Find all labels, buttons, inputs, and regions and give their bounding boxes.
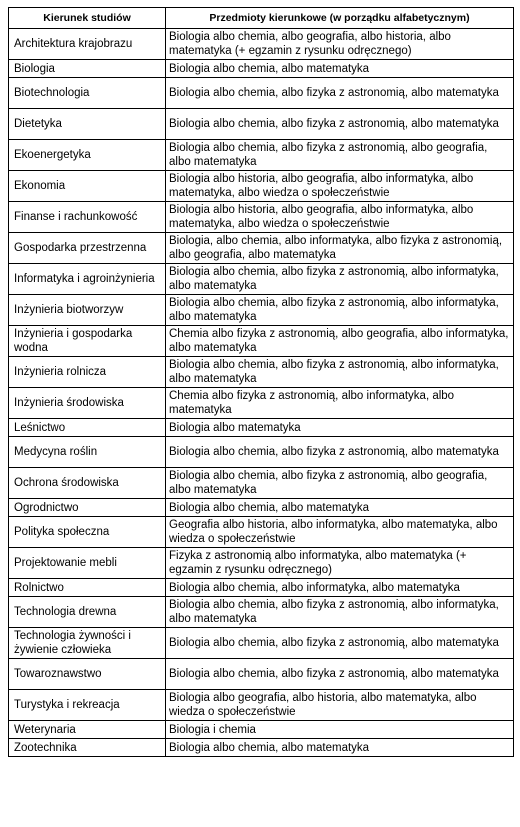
table-row bbox=[9, 202, 514, 233]
table-row bbox=[9, 326, 514, 357]
field-name: Inżynieria i gospodarka wodna bbox=[9, 326, 166, 357]
table-row bbox=[9, 437, 514, 468]
subjects-cell: Biologia albo matematyka bbox=[166, 419, 514, 437]
field-name: Rolnictwo bbox=[9, 579, 166, 597]
subjects-cell: Biologia albo historia, albo geografia, albo informatyka, albo matematyka, albo wiedza o społeczeństwie bbox=[166, 202, 514, 233]
table-row bbox=[9, 721, 514, 739]
subjects-cell: Biologia, albo chemia, albo informatyka, albo fizyka z astronomią, albo geografia, albo matematyka bbox=[166, 233, 514, 264]
table-row bbox=[9, 78, 514, 109]
table-row bbox=[9, 517, 514, 548]
field-name: Ogrodnictwo bbox=[9, 499, 166, 517]
subjects-cell: Biologia albo chemia, albo fizyka z astronomią, albo informatyka, albo matematyka bbox=[166, 597, 514, 628]
table-row bbox=[9, 499, 514, 517]
header-subjects: Przedmioty kierunkowe (w porządku alfabetycznym) bbox=[166, 8, 514, 29]
field-name: Ekoenergetyka bbox=[9, 140, 166, 171]
field-name: Zootechnika bbox=[9, 739, 166, 757]
table-row bbox=[9, 597, 514, 628]
table-row bbox=[9, 419, 514, 437]
header-row bbox=[9, 8, 514, 29]
header-field-of-study: Kierunek studiów bbox=[9, 8, 166, 29]
table-row bbox=[9, 659, 514, 690]
field-name: Biotechnologia bbox=[9, 78, 166, 109]
field-name: Inżynieria środowiska bbox=[9, 388, 166, 419]
table-row bbox=[9, 233, 514, 264]
field-name: Informatyka i agroinżynieria bbox=[9, 264, 166, 295]
table-row bbox=[9, 29, 514, 60]
subjects-cell: Biologia albo chemia, albo fizyka z astronomią, albo informatyka, albo matematyka bbox=[166, 357, 514, 388]
table-row bbox=[9, 140, 514, 171]
table-row bbox=[9, 295, 514, 326]
field-name: Architektura krajobrazu bbox=[9, 29, 166, 60]
subjects-cell: Biologia albo chemia, albo fizyka z astronomią, albo matematyka bbox=[166, 628, 514, 659]
field-name: Finanse i rachunkowość bbox=[9, 202, 166, 233]
table-row bbox=[9, 171, 514, 202]
field-name: Projektowanie mebli bbox=[9, 548, 166, 579]
subjects-cell: Fizyka z astronomią albo informatyka, albo matematyka (+ egzamin z rysunku odręcznego) bbox=[166, 548, 514, 579]
table-row bbox=[9, 628, 514, 659]
field-name: Weterynaria bbox=[9, 721, 166, 739]
subjects-cell: Biologia i chemia bbox=[166, 721, 514, 739]
subjects-cell: Chemia albo fizyka z astronomią, albo geografia, albo informatyka, albo matematyka bbox=[166, 326, 514, 357]
subjects-cell: Biologia albo chemia, albo informatyka, albo matematyka bbox=[166, 579, 514, 597]
subjects-cell: Biologia albo chemia, albo matematyka bbox=[166, 739, 514, 757]
field-name: Technologia żywności i żywienie człowieka bbox=[9, 628, 166, 659]
field-subjects-table bbox=[8, 7, 514, 757]
table-row bbox=[9, 60, 514, 78]
table-row bbox=[9, 690, 514, 721]
table-row bbox=[9, 109, 514, 140]
field-name: Towaroznawstwo bbox=[9, 659, 166, 690]
subjects-cell: Biologia albo chemia, albo fizyka z astronomią, albo matematyka bbox=[166, 109, 514, 140]
table-row bbox=[9, 548, 514, 579]
field-name: Technologia drewna bbox=[9, 597, 166, 628]
subjects-cell: Biologia albo chemia, albo fizyka z astronomią, albo informatyka, albo matematyka bbox=[166, 264, 514, 295]
field-name: Medycyna roślin bbox=[9, 437, 166, 468]
field-name: Polityka społeczna bbox=[9, 517, 166, 548]
field-name: Turystyka i rekreacja bbox=[9, 690, 166, 721]
subjects-cell: Geografia albo historia, albo informatyka, albo matematyka, albo wiedza o społeczeństwie bbox=[166, 517, 514, 548]
subjects-cell: Biologia albo chemia, albo fizyka z astronomią, albo geografia, albo matematyka bbox=[166, 140, 514, 171]
table-row bbox=[9, 264, 514, 295]
field-name: Gospodarka przestrzenna bbox=[9, 233, 166, 264]
subjects-cell: Biologia albo chemia, albo geografia, albo historia, albo matematyka (+ egzamin z rysunku odręcznego) bbox=[166, 29, 514, 60]
field-name: Dietetyka bbox=[9, 109, 166, 140]
field-name: Inżynieria rolnicza bbox=[9, 357, 166, 388]
subjects-cell: Biologia albo chemia, albo fizyka z astronomią, albo matematyka bbox=[166, 659, 514, 690]
field-name: Ekonomia bbox=[9, 171, 166, 202]
subjects-cell: Biologia albo historia, albo geografia, albo informatyka, albo matematyka, albo wiedza o społeczeństwie bbox=[166, 171, 514, 202]
subjects-cell: Biologia albo chemia, albo matematyka bbox=[166, 499, 514, 517]
subjects-cell: Biologia albo chemia, albo matematyka bbox=[166, 60, 514, 78]
subjects-cell: Biologia albo chemia, albo fizyka z astronomią, albo matematyka bbox=[166, 78, 514, 109]
field-name: Inżynieria biotworzyw bbox=[9, 295, 166, 326]
table-row bbox=[9, 468, 514, 499]
subjects-cell: Biologia albo geografia, albo historia, albo matematyka, albo wiedza o społeczeństwie bbox=[166, 690, 514, 721]
table-row bbox=[9, 357, 514, 388]
table-row bbox=[9, 579, 514, 597]
subjects-cell: Biologia albo chemia, albo fizyka z astronomią, albo informatyka, albo matematyka bbox=[166, 295, 514, 326]
document bbox=[8, 7, 514, 757]
field-name: Biologia bbox=[9, 60, 166, 78]
table-row bbox=[9, 388, 514, 419]
subjects-cell: Biologia albo chemia, albo fizyka z astronomią, albo matematyka bbox=[166, 437, 514, 468]
table-row bbox=[9, 739, 514, 757]
field-name: Ochrona środowiska bbox=[9, 468, 166, 499]
subjects-cell: Chemia albo fizyka z astronomią, albo informatyka, albo matematyka bbox=[166, 388, 514, 419]
subjects-cell: Biologia albo chemia, albo fizyka z astronomią, albo geografia, albo matematyka bbox=[166, 468, 514, 499]
field-name: Leśnictwo bbox=[9, 419, 166, 437]
